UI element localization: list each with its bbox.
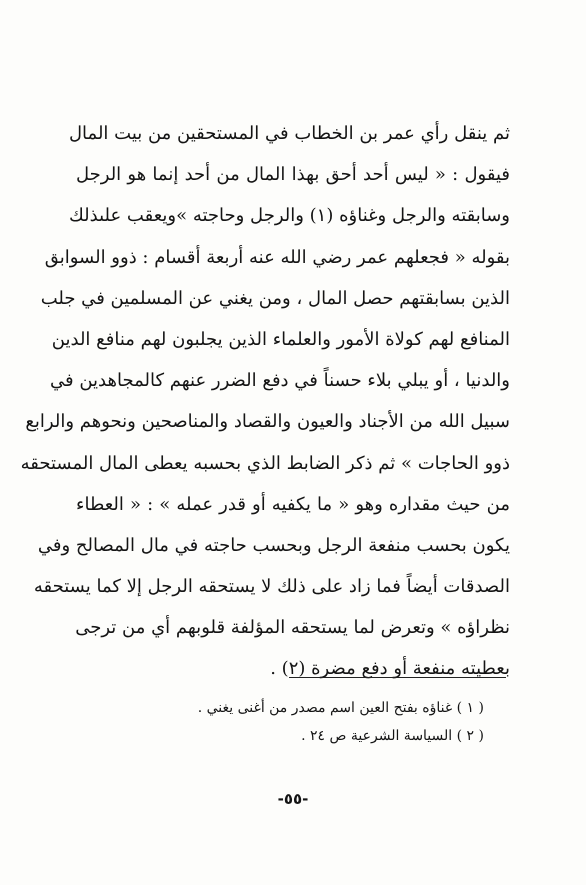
page-number: -٥٥- [277,790,309,808]
text-line: نظراؤه » وتعرض لما يستحقه المؤلفة قلوبهم أي من ترجى [75,617,510,639]
text-line: الصدقات أيضاً فما زاد على ذلك لا يستحقه الرجل إلا كما يستحقه [33,576,510,598]
text-line: ذوو الحاجات » ثم ذكر الضابط الذي بحسبه يعطى المال المستحقه [20,452,510,474]
footnotes [150,694,484,750]
text-line: سبيل الله من الأجناد والعيون والقصاد والمناصحين ونحوهم والرابع [25,411,510,433]
main-text-block [20,113,510,690]
footnote-2: ( ٢ ) السياسة الشرعية ص ٢٤ . [301,728,484,744]
text-line: الذين بسابقتهم حصل المال ، ومن يغني عن المسلمين في جلب [40,287,510,309]
text-line: وسابقته والرجل وغناؤه (١) والرجل وحاجته »ويعقب علىذلك [68,205,510,227]
text-line: ثم ينقل رأي عمر بن الخطاب في المستحقين من بيت المال [68,123,510,144]
text-line: يكون بحسب منفعة الرجل وبحسب حاجته في مال المصالح وفي [37,534,510,556]
text-line: من حيث مقداره وهو « ما يكفيه أو قدر عمله » : « العطاء [76,493,510,515]
footnote-1: ( ١ ) غناؤه بفتح العين اسم مصدر من أغنى يغني . [197,700,484,716]
text-line: والدنيا ، أو يبلي بلاء حسناً في دفع الضرر عنهم كالمجاهدين في [50,370,510,392]
text-line-last: بعطيته منفعة أو دفع مضرة (٢) . [270,658,510,680]
footnote-separator [289,677,506,678]
text-line: بقوله « فجعلهم عمر رضي الله عنه أربعة أقسام : ذوو السوابق [44,246,510,268]
text-line: المنافع لهم كولاة الأمور والعلماء الذين يجلبون لهم منافع الدين [51,328,510,350]
text-line: فيقول : « ليس أحد أحق بهذا المال من أحد إنما هو الرجل [76,164,510,186]
